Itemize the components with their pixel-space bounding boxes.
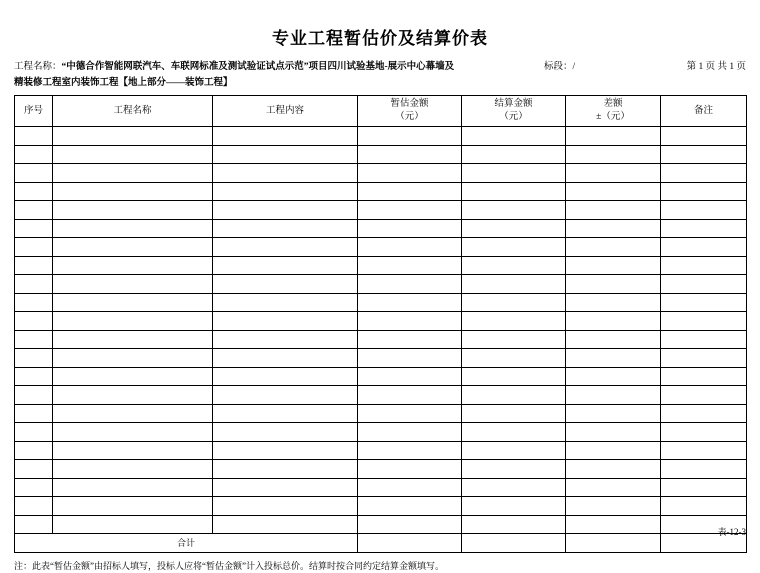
table-cell[interactable] [462, 256, 566, 275]
table-cell[interactable] [15, 275, 53, 294]
table-cell[interactable] [566, 460, 661, 479]
table-cell[interactable] [53, 182, 213, 201]
table-row[interactable] [15, 478, 747, 497]
project-name-value-line1: “中德合作智能网联汽车、车联网标准及测试验证试点示范”项目四川试验基地-展示中心幕墙及 [61, 62, 455, 72]
table-cell[interactable] [358, 182, 462, 201]
table-cell[interactable] [358, 256, 462, 275]
table-cell[interactable] [566, 386, 661, 405]
table-cell[interactable] [566, 127, 661, 146]
table-cell[interactable] [53, 441, 213, 460]
table-cell[interactable] [53, 127, 213, 146]
estimate-settlement-table [14, 95, 747, 553]
table-cell[interactable] [462, 349, 566, 368]
table-cell[interactable] [462, 478, 566, 497]
table-cell[interactable] [213, 460, 358, 479]
table-cell[interactable] [15, 515, 53, 534]
table-cell[interactable] [213, 441, 358, 460]
table-cell[interactable] [462, 145, 566, 164]
column-header-estimated-amount: 暂估金额 （元） [358, 96, 462, 127]
table-row[interactable] [15, 275, 747, 294]
table-cell[interactable] [661, 127, 747, 146]
table-cell[interactable] [53, 238, 213, 257]
table-cell[interactable] [462, 275, 566, 294]
table-cell[interactable] [358, 219, 462, 238]
table-row[interactable] [15, 330, 747, 349]
table-cell[interactable] [213, 164, 358, 183]
table-cell[interactable] [213, 293, 358, 312]
table-cell[interactable] [213, 127, 358, 146]
table-cell[interactable] [213, 219, 358, 238]
table-row[interactable] [15, 145, 747, 164]
table-cell[interactable] [53, 478, 213, 497]
table-cell[interactable] [53, 256, 213, 275]
table-cell[interactable] [566, 515, 661, 534]
table-cell[interactable] [15, 312, 53, 331]
table-total-row [15, 534, 747, 553]
table-cell[interactable] [53, 404, 213, 423]
table-cell[interactable] [358, 404, 462, 423]
table-cell[interactable] [462, 423, 566, 442]
table-cell[interactable] [15, 441, 53, 460]
table-cell[interactable] [53, 330, 213, 349]
table-row[interactable] [15, 164, 747, 183]
column-header-index: 序号 [15, 96, 53, 127]
table-cell[interactable] [462, 515, 566, 534]
table-cell[interactable] [53, 145, 213, 164]
total-label: 合计 [15, 534, 358, 553]
table-row[interactable] [15, 404, 747, 423]
column-header-project-name: 工程名称 [53, 96, 213, 127]
table-cell[interactable] [15, 256, 53, 275]
table-cell[interactable] [661, 164, 747, 183]
table-row[interactable] [15, 497, 747, 516]
table-cell[interactable] [358, 145, 462, 164]
table-cell[interactable] [15, 201, 53, 220]
table-cell[interactable] [462, 497, 566, 516]
table-cell[interactable] [15, 145, 53, 164]
page-number: 第 1 页 共 1 页 [686, 62, 746, 72]
table-cell[interactable] [53, 219, 213, 238]
table-cell[interactable] [661, 293, 747, 312]
form-code: 表-12-3 [717, 527, 746, 537]
table-cell[interactable] [566, 349, 661, 368]
table-cell[interactable] [15, 404, 53, 423]
table-cell[interactable] [15, 127, 53, 146]
table-cell[interactable] [661, 182, 747, 201]
table-cell[interactable] [358, 515, 462, 534]
table-cell[interactable] [462, 182, 566, 201]
table-cell[interactable] [566, 275, 661, 294]
table-cell[interactable] [661, 497, 747, 516]
table-cell[interactable] [661, 275, 747, 294]
table-cell[interactable] [53, 164, 213, 183]
table-cell[interactable] [566, 238, 661, 257]
table-cell[interactable] [566, 478, 661, 497]
table-cell[interactable] [462, 127, 566, 146]
total-cell[interactable] [566, 534, 661, 553]
document-page [0, 24, 760, 571]
table-cell[interactable] [661, 367, 747, 386]
table-cell[interactable] [213, 478, 358, 497]
meta-row-project [14, 59, 746, 75]
page-title: 专业工程暂估价及结算价表 [272, 29, 488, 48]
table-cell[interactable] [53, 386, 213, 405]
table-cell[interactable] [53, 367, 213, 386]
table-cell[interactable] [358, 478, 462, 497]
table-cell[interactable] [15, 164, 53, 183]
table-cell[interactable] [462, 219, 566, 238]
table-cell[interactable] [213, 330, 358, 349]
project-name-label: 工程名称： [14, 62, 62, 72]
table-cell[interactable] [566, 219, 661, 238]
table-row[interactable] [15, 201, 747, 220]
table-cell[interactable] [358, 367, 462, 386]
table-cell[interactable] [53, 312, 213, 331]
total-cell[interactable] [358, 534, 462, 553]
table-cell[interactable] [566, 404, 661, 423]
column-header-settlement-amount: 结算金额 （元） [462, 96, 566, 127]
table-cell[interactable] [213, 275, 358, 294]
table-cell[interactable] [661, 238, 747, 257]
document-meta [14, 59, 746, 91]
table-cell[interactable] [15, 423, 53, 442]
table-cell[interactable] [462, 293, 566, 312]
table-cell[interactable] [462, 312, 566, 331]
table-cell[interactable] [53, 515, 213, 534]
table-cell[interactable] [462, 404, 566, 423]
table-cell[interactable] [661, 219, 747, 238]
table-cell[interactable] [661, 312, 747, 331]
table-cell[interactable] [661, 145, 747, 164]
table-cell[interactable] [566, 423, 661, 442]
table-cell[interactable] [53, 349, 213, 368]
section-label: 标段： [544, 62, 573, 72]
table-cell[interactable] [15, 367, 53, 386]
column-header-difference: 差额 ±（元） [566, 96, 661, 127]
table-cell[interactable] [15, 330, 53, 349]
table-cell[interactable] [15, 386, 53, 405]
table-cell[interactable] [566, 293, 661, 312]
table-cell[interactable] [15, 238, 53, 257]
table-cell[interactable] [358, 127, 462, 146]
table-cell[interactable] [462, 201, 566, 220]
table-header-row [15, 96, 747, 127]
table-row[interactable] [15, 349, 747, 368]
table-cell[interactable] [462, 367, 566, 386]
table-cell[interactable] [15, 349, 53, 368]
table-cell[interactable] [53, 293, 213, 312]
table-cell[interactable] [213, 256, 358, 275]
table-cell[interactable] [358, 386, 462, 405]
table-row[interactable] [15, 386, 747, 405]
table-cell[interactable] [462, 386, 566, 405]
table-cell[interactable] [358, 423, 462, 442]
table-cell[interactable] [462, 460, 566, 479]
table-note: 注：此表“暂估金额”由招标人填写，投标人应将“暂估金额”计入投标总价。结算时按合同约定结算金额填写。 [14, 560, 444, 571]
table-cell[interactable] [213, 201, 358, 220]
table-cell[interactable] [213, 515, 358, 534]
table-cell[interactable] [661, 441, 747, 460]
table-row[interactable] [15, 312, 747, 331]
table-cell[interactable] [15, 293, 53, 312]
table-row[interactable] [15, 238, 747, 257]
table-cell[interactable] [358, 460, 462, 479]
table-cell[interactable] [358, 497, 462, 516]
table-cell[interactable] [15, 478, 53, 497]
table-cell[interactable] [358, 164, 462, 183]
table-cell[interactable] [661, 460, 747, 479]
table-cell[interactable] [566, 312, 661, 331]
table-cell[interactable] [566, 182, 661, 201]
table-cell[interactable] [213, 312, 358, 331]
table-cell[interactable] [15, 460, 53, 479]
table-cell[interactable] [358, 201, 462, 220]
table-body [15, 127, 747, 553]
table-cell[interactable] [358, 312, 462, 331]
column-header-project-content: 工程内容 [213, 96, 358, 127]
table-cell[interactable] [566, 201, 661, 220]
table-cell[interactable] [53, 460, 213, 479]
table-cell[interactable] [462, 164, 566, 183]
table-cell[interactable] [213, 497, 358, 516]
table-row[interactable] [15, 423, 747, 442]
table-cell[interactable] [566, 256, 661, 275]
table-cell[interactable] [661, 404, 747, 423]
table-cell[interactable] [462, 441, 566, 460]
table-cell[interactable] [358, 330, 462, 349]
table-cell[interactable] [566, 330, 661, 349]
table-cell[interactable] [213, 423, 358, 442]
section-value: / [572, 62, 576, 72]
table-cell[interactable] [358, 441, 462, 460]
table-cell[interactable] [566, 164, 661, 183]
table-cell[interactable] [53, 201, 213, 220]
table-cell[interactable] [213, 386, 358, 405]
table-row[interactable] [15, 127, 747, 146]
table-cell[interactable] [53, 423, 213, 442]
table-cell[interactable] [661, 478, 747, 497]
table-cell[interactable] [213, 367, 358, 386]
table-row[interactable] [15, 441, 747, 460]
section-field [544, 59, 575, 75]
table-cell[interactable] [566, 441, 661, 460]
table-cell[interactable] [462, 330, 566, 349]
table-cell[interactable] [15, 219, 53, 238]
table-row[interactable] [15, 256, 747, 275]
table-row[interactable] [15, 219, 747, 238]
table-cell[interactable] [661, 386, 747, 405]
table-cell[interactable] [661, 423, 747, 442]
total-cell[interactable] [462, 534, 566, 553]
table-cell[interactable] [53, 275, 213, 294]
table-cell[interactable] [53, 497, 213, 516]
column-header-remark: 备注 [661, 96, 747, 127]
table-row[interactable] [15, 182, 747, 201]
table-header [15, 96, 747, 127]
project-name-value-line2: 精装修工程室内装饰工程【地上部分——装饰工程】 [14, 78, 233, 88]
table-cell[interactable] [566, 145, 661, 164]
table-row[interactable] [15, 367, 747, 386]
table-cell[interactable] [358, 275, 462, 294]
table-cell[interactable] [566, 367, 661, 386]
table-cell[interactable] [15, 497, 53, 516]
table-cell[interactable] [661, 256, 747, 275]
table-row[interactable] [15, 460, 747, 479]
table-cell[interactable] [661, 349, 747, 368]
table-cell[interactable] [462, 238, 566, 257]
table-cell[interactable] [358, 293, 462, 312]
table-row[interactable] [15, 293, 747, 312]
table-cell[interactable] [213, 404, 358, 423]
table-cell[interactable] [358, 238, 462, 257]
table-cell[interactable] [661, 201, 747, 220]
table-cell[interactable] [213, 238, 358, 257]
table-cell[interactable] [358, 349, 462, 368]
table-cell[interactable] [15, 182, 53, 201]
table-cell[interactable] [213, 145, 358, 164]
table-cell[interactable] [213, 182, 358, 201]
table-cell[interactable] [566, 497, 661, 516]
table-cell[interactable] [213, 349, 358, 368]
table-row[interactable] [15, 515, 747, 534]
table-cell[interactable] [661, 330, 747, 349]
